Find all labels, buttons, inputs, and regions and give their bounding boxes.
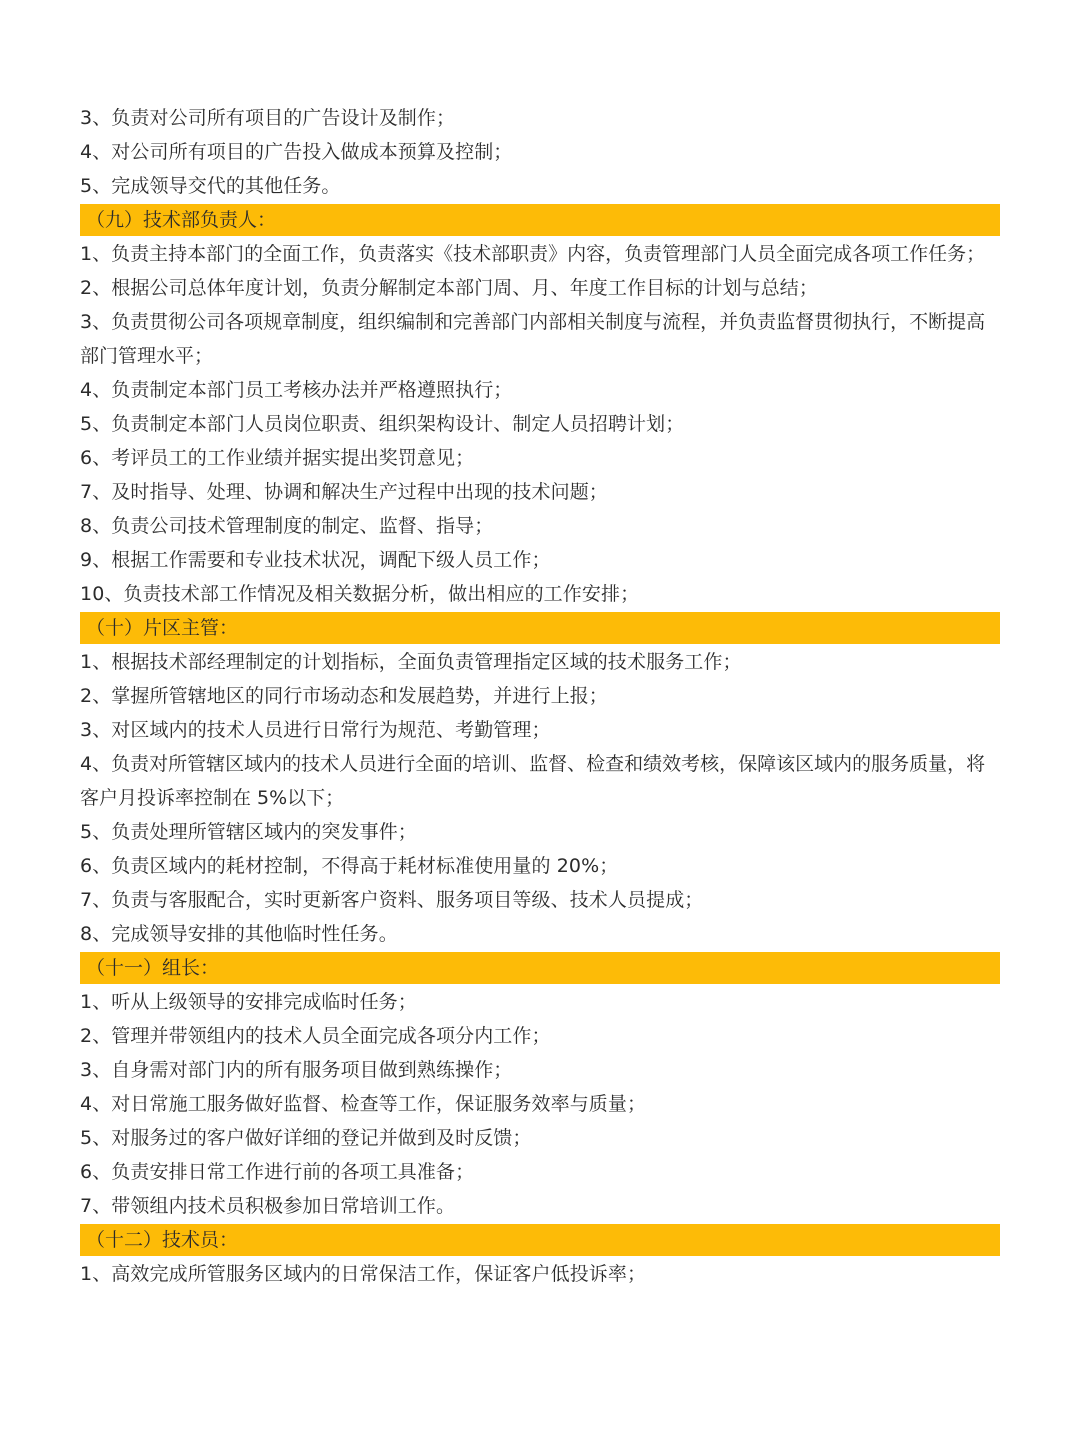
list-item: 1、听从上级领导的安排完成临时任务； (80, 991, 417, 1013)
list-item: 1、根据技术部经理制定的计划指标，全面负责管理指定区域的技术服务工作； (80, 651, 742, 673)
list-item: 4、负责制定本部门员工考核办法并严格遵照执行； (80, 379, 513, 401)
section-header: （十一）组长： (80, 952, 1000, 984)
list-item: 1、高效完成所管服务区域内的日常保洁工作，保证客户低投诉率； (80, 1263, 647, 1285)
list-item: 2、管理并带领组内的技术人员全面完成各项分内工作； (80, 1025, 551, 1047)
document-body (80, 101, 1000, 1291)
list-item: 3、对区域内的技术人员进行日常行为规范、考勤管理； (80, 719, 551, 741)
section-technician (80, 1224, 1000, 1291)
intro-list (80, 101, 1000, 203)
list-item: 2、掌握所管辖地区的同行市场动态和发展趋势，并进行上报； (80, 685, 608, 707)
list-item: 4、对日常施工服务做好监督、检查等工作，保证服务效率与质量； (80, 1093, 647, 1115)
list-item: 9、根据工作需要和专业技术状况，调配下级人员工作； (80, 549, 551, 571)
list-item: 1、负责主持本部门的全面工作，负责落实《技术部职责》内容，负责管理部门人员全面完成各项工作任务； (80, 243, 986, 265)
list-item: 7、带领组内技术员积极参加日常培训工作。 (80, 1195, 456, 1217)
list-item: 7、负责与客服配合，实时更新客户资料、服务项目等级、技术人员提成； (80, 889, 704, 911)
section-area-supervisor (80, 612, 1000, 951)
section-header: （十二）技术员： (80, 1224, 1000, 1256)
list-item: 5、对服务过的客户做好详细的登记并做到及时反馈； (80, 1127, 532, 1149)
list-item: 8、负责公司技术管理制度的制定、监督、指导； (80, 515, 494, 537)
list-item: 3、负责对公司所有项目的广告设计及制作； (80, 107, 456, 129)
list-item: 6、考评员工的工作业绩并据实提出奖罚意见； (80, 447, 475, 469)
list-item: 6、负责安排日常工作进行前的各项工具准备； (80, 1161, 475, 1183)
section-team-leader (80, 952, 1000, 1223)
section-header: （十）片区主管： (80, 612, 1000, 644)
list-item: 3、负责贯彻公司各项规章制度，组织编制和完善部门内部相关制度与流程，并负责监督贯彻执行，不断提高部门管理水平； (80, 311, 986, 367)
list-item: 3、自身需对部门内的所有服务项目做到熟练操作； (80, 1059, 513, 1081)
list-item: 4、负责对所管辖区域内的技术人员进行全面的培训、监督、检查和绩效考核，保障该区域内的服务质量，将客户月投诉率控制在 5%以下； (80, 753, 986, 809)
list-item: 10、负责技术部工作情况及相关数据分析，做出相应的工作安排； (80, 583, 640, 605)
list-item: 7、及时指导、处理、协调和解决生产过程中出现的技术问题； (80, 481, 608, 503)
list-item: 8、完成领导安排的其他临时性任务。 (80, 923, 398, 945)
list-item: 5、完成领导交代的其他任务。 (80, 175, 341, 197)
section-header: （九）技术部负责人： (80, 204, 1000, 236)
list-item: 6、负责区域内的耗材控制，不得高于耗材标准使用量的 20%； (80, 855, 619, 877)
list-item: 4、对公司所有项目的广告投入做成本预算及控制； (80, 141, 513, 163)
list-item: 2、根据公司总体年度计划，负责分解制定本部门周、月、年度工作目标的计划与总结； (80, 277, 818, 299)
list-item: 5、负责处理所管辖区域内的突发事件； (80, 821, 417, 843)
list-item: 5、负责制定本部门人员岗位职责、组织架构设计、制定人员招聘计划； (80, 413, 685, 435)
section-tech-head (80, 204, 1000, 611)
